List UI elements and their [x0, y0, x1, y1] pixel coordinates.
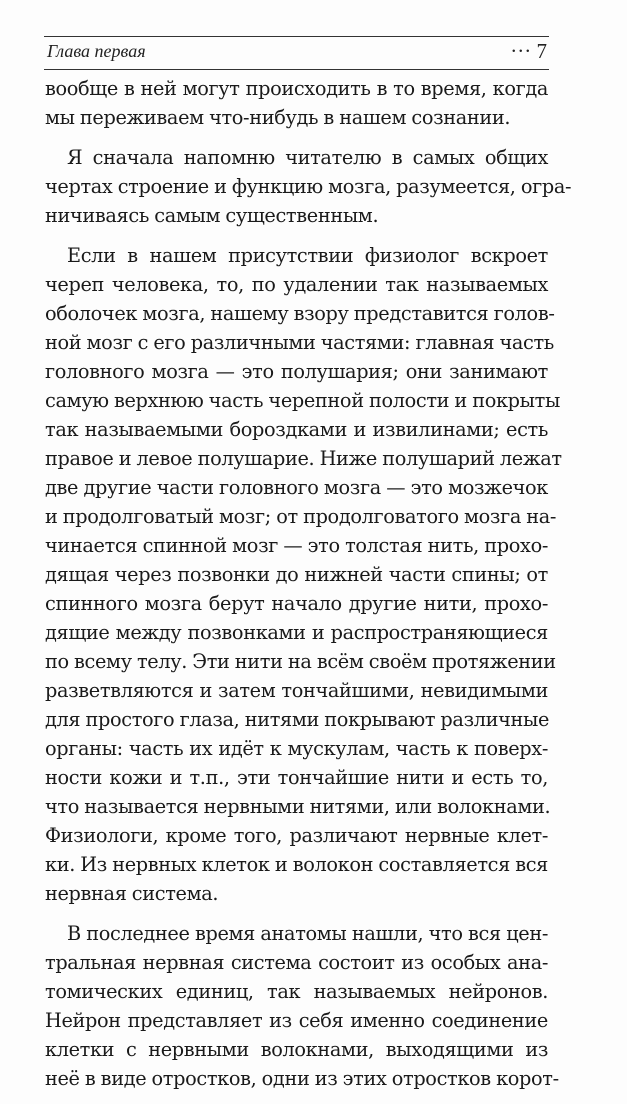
text-line: Нейрон представляет из себя именно соединение	[45, 1009, 548, 1032]
text-line: по всему телу. Эти нити на всём своём протяжении	[45, 650, 556, 673]
text-line: Если в нашем присутствии физиолог вскроет	[67, 244, 548, 267]
text-line: ничиваясь самым существенным.	[45, 204, 379, 227]
text-line: нервная система.	[45, 882, 219, 905]
text-line: ной мозг с его различными частями: главная часть	[45, 331, 554, 354]
text-line: так называемыми бороздками и извилинами; есть	[45, 418, 548, 441]
paragraph	[45, 241, 562, 908]
text-line: для простого глаза, нитями покрывают различные	[45, 708, 550, 731]
page-body	[45, 74, 572, 1104]
text-line: Я сначала напомню читателю в самых общих	[67, 146, 548, 169]
running-title: Глава первая	[47, 41, 146, 61]
text-line: дящие между позвонками и распространяющиеся	[45, 621, 548, 644]
text-line: две другие части головного мозга — это мозжечок	[45, 476, 548, 499]
text-line: череп человека, то, по удалении так называемых	[45, 273, 548, 296]
paragraph	[45, 143, 572, 230]
text-line: В последнее время анатомы нашли, что вся цен-	[67, 922, 548, 945]
text-line: и продолговатый мозг; от продолговатого мозга на-	[45, 505, 557, 528]
paragraph	[45, 919, 559, 1093]
text-line: чинается спинной мозг — это толстая нить, прохо-	[45, 534, 548, 557]
text-line: что называется нервными нитями, или волокнами.	[45, 795, 551, 818]
text-line: мы переживаем что-нибудь в нашем сознании.	[45, 106, 511, 129]
text-line: оболочек мозга, нашему взору представится голов-	[45, 302, 555, 325]
text-line: головного мозга — это полушария; они занимают	[45, 360, 548, 383]
text-line: Физиологи, кроме того, различают нервные клет-	[45, 824, 548, 847]
running-header	[44, 36, 549, 70]
text-line: органы: часть их идёт к мускулам, часть к поверх-	[45, 737, 548, 760]
text-line: дящая через позвонки до нижней части спины; от	[45, 563, 548, 586]
text-line: правое и левое полушарие. Ниже полушарий лежат	[45, 447, 562, 470]
text-line: ности кожи и т.п., эти тончайшие нити и есть то,	[45, 766, 548, 789]
page-number: ··· 7	[510, 39, 547, 63]
text-line: томических единиц, так называемых нейронов.	[45, 980, 548, 1003]
text-line: неё в виде отростков, одни из этих отростков корот-	[45, 1067, 559, 1090]
text-line: клетки с нервными волокнами, выходящими из	[45, 1038, 548, 1061]
text-line: самую верхнюю часть черепной полости и покрыты	[45, 389, 560, 412]
text-line: тральная нервная система состоит из особых ана-	[45, 951, 548, 974]
text-line: ки. Из нервных клеток и волокон составляется вся	[45, 853, 548, 876]
text-line: вообще в ней могут происходить в то время, когда	[45, 77, 548, 100]
text-line: спинного мозга берут начало другие нити, прохо-	[45, 592, 548, 615]
text-line: чертах строение и функцию мозга, разумеется, огра-	[45, 175, 572, 198]
text-line: разветвляются и затем тончайшими, невидимыми	[45, 679, 548, 702]
paragraph	[45, 74, 548, 132]
